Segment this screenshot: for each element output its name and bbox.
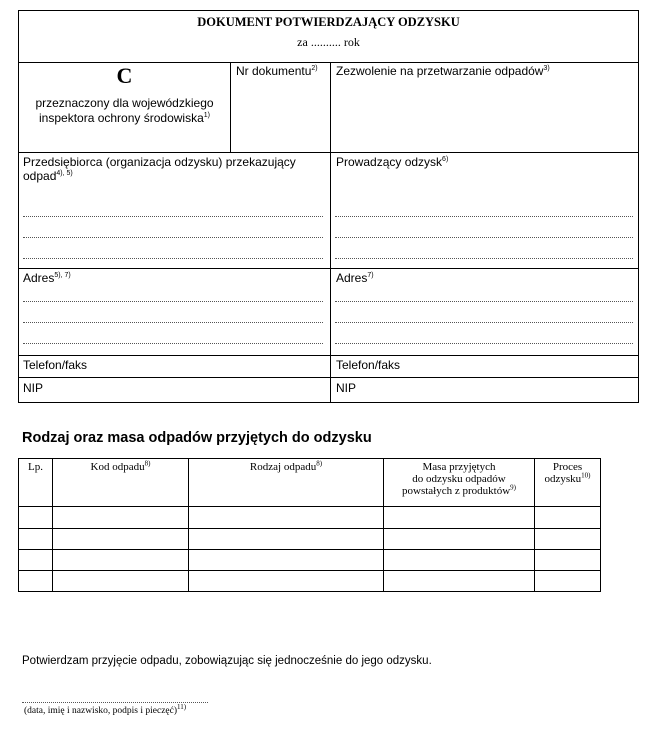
footnote-ref: 4), 5) [56, 170, 73, 177]
header-process-line1: Proces [552, 461, 583, 473]
cell-code[interactable] [53, 549, 189, 570]
cell-lp[interactable] [19, 507, 53, 528]
table-header-row [19, 459, 601, 507]
signature-caption: (data, imię i nazwisko, podpis i pieczęć) [24, 706, 178, 716]
address-right-label-wrap [336, 271, 374, 285]
header-process [535, 459, 601, 507]
cell-code[interactable] [53, 570, 189, 591]
footnote-ref: 3) [543, 65, 550, 72]
fill-in-dotted-line[interactable] [23, 322, 323, 323]
cell-lp[interactable] [19, 549, 53, 570]
table-row [19, 570, 601, 591]
fill-in-dotted-line[interactable] [335, 322, 633, 323]
cell-type[interactable] [189, 528, 384, 549]
permit-label: Zezwolenie na przetwarzanie odpadów [336, 64, 544, 78]
waste-recovery-form [18, 10, 639, 403]
section-title: Rodzaj oraz masa odpadów przyjętych do odzysku [22, 430, 372, 446]
address-left-label-wrap [23, 271, 71, 285]
header-mass-line1: Masa przyjętych [422, 461, 496, 473]
footnote-ref: 9) [510, 483, 516, 492]
cell-mass[interactable] [384, 570, 535, 591]
cell-mass[interactable] [384, 528, 535, 549]
header-mass-line3-wrap [384, 485, 534, 497]
copy-purpose-line1: przeznaczony dla wojewódzkiego [35, 96, 214, 110]
transferor-label-line2: odpad [23, 169, 57, 183]
cell-type[interactable] [189, 570, 384, 591]
fill-in-dotted-line[interactable] [23, 301, 323, 302]
cell-code[interactable] [53, 507, 189, 528]
footnote-ref: 6) [442, 156, 449, 163]
header-process-line2: odzysku [544, 473, 582, 485]
recoverer-label-wrap [336, 155, 448, 169]
fill-in-dotted-line[interactable] [23, 237, 323, 238]
form-divider [19, 355, 638, 356]
cell-type[interactable] [189, 507, 384, 528]
fill-in-dotted-line[interactable] [23, 216, 323, 217]
table-row [19, 549, 601, 570]
copy-purpose-line2: inspektora ochrony środowiska [39, 111, 204, 125]
form-divider [19, 268, 638, 269]
fill-in-dotted-line[interactable] [335, 216, 633, 217]
signature-caption-wrap [24, 702, 187, 716]
fill-in-dotted-line[interactable] [335, 301, 633, 302]
footnote-ref: 2) [311, 65, 318, 72]
form-divider [19, 152, 638, 153]
form-divider [330, 62, 331, 403]
fill-in-dotted-line[interactable] [335, 237, 633, 238]
waste-table [18, 458, 601, 592]
form-title: DOKUMENT POTWIERDZAJĄCY ODZYSKU [197, 15, 460, 29]
form-divider [19, 377, 638, 378]
header-process-line2-wrap [535, 473, 600, 485]
copy-letter: C [116, 63, 133, 88]
header-type-label: Rodzaj odpadu [249, 461, 317, 473]
recoverer-label: Prowadzący odzysk [336, 155, 443, 169]
header-mass-line3: powstałych z produktów [402, 485, 511, 497]
table-row [19, 507, 601, 528]
cell-process[interactable] [535, 549, 601, 570]
header-code-label: Kod odpadu [90, 461, 145, 473]
header-mass-line2: do odzysku odpadów [412, 473, 506, 485]
cell-process[interactable] [535, 507, 601, 528]
fill-in-dotted-line[interactable] [335, 343, 633, 344]
cell-process[interactable] [535, 570, 601, 591]
footnote-ref: 10) [581, 471, 591, 480]
transferor-label-line2-wrap [23, 169, 73, 183]
footnote-ref: 11) [177, 702, 187, 711]
header-type [189, 459, 384, 507]
nip-left-label: NIP [23, 381, 44, 395]
fill-in-dotted-line[interactable] [23, 258, 323, 259]
form-divider [230, 62, 231, 152]
cell-mass[interactable] [384, 549, 535, 570]
header-mass [384, 459, 535, 507]
transferor-label-line1: Przedsiębiorca (organizacja odzysku) przekazujący [23, 155, 296, 169]
footnote-ref: 1) [203, 112, 210, 119]
doc-number-label-wrap [236, 64, 318, 78]
footnote-ref: 8) [316, 459, 323, 468]
phone-right-label: Telefon/faks [336, 358, 401, 372]
copy-purpose-line2-wrap [19, 111, 230, 125]
header-lp [19, 459, 53, 507]
footnote-ref: 5), 7) [54, 272, 71, 279]
address-right-label: Adres [336, 271, 368, 285]
cell-process[interactable] [535, 528, 601, 549]
doc-number-label: Nr dokumentu [236, 64, 312, 78]
fill-in-dotted-line[interactable] [335, 258, 633, 259]
header-lp-label: Lp. [28, 461, 43, 473]
cell-lp[interactable] [19, 570, 53, 591]
table-row [19, 528, 601, 549]
cell-mass[interactable] [384, 507, 535, 528]
permit-label-wrap [336, 64, 550, 78]
header-code [53, 459, 189, 507]
footnote-ref: 7) [367, 272, 374, 279]
phone-left-label: Telefon/faks [23, 358, 88, 372]
year-line: za .......... rok [297, 35, 360, 49]
nip-right-label: NIP [336, 381, 357, 395]
cell-code[interactable] [53, 528, 189, 549]
footnote-ref: 8) [144, 459, 151, 468]
address-left-label: Adres [23, 271, 55, 285]
cell-type[interactable] [189, 549, 384, 570]
confirmation-text: Potwierdzam przyjęcie odpadu, zobowiązując się jednocześnie do jego odzysku. [22, 655, 432, 667]
cell-lp[interactable] [19, 528, 53, 549]
fill-in-dotted-line[interactable] [23, 343, 323, 344]
